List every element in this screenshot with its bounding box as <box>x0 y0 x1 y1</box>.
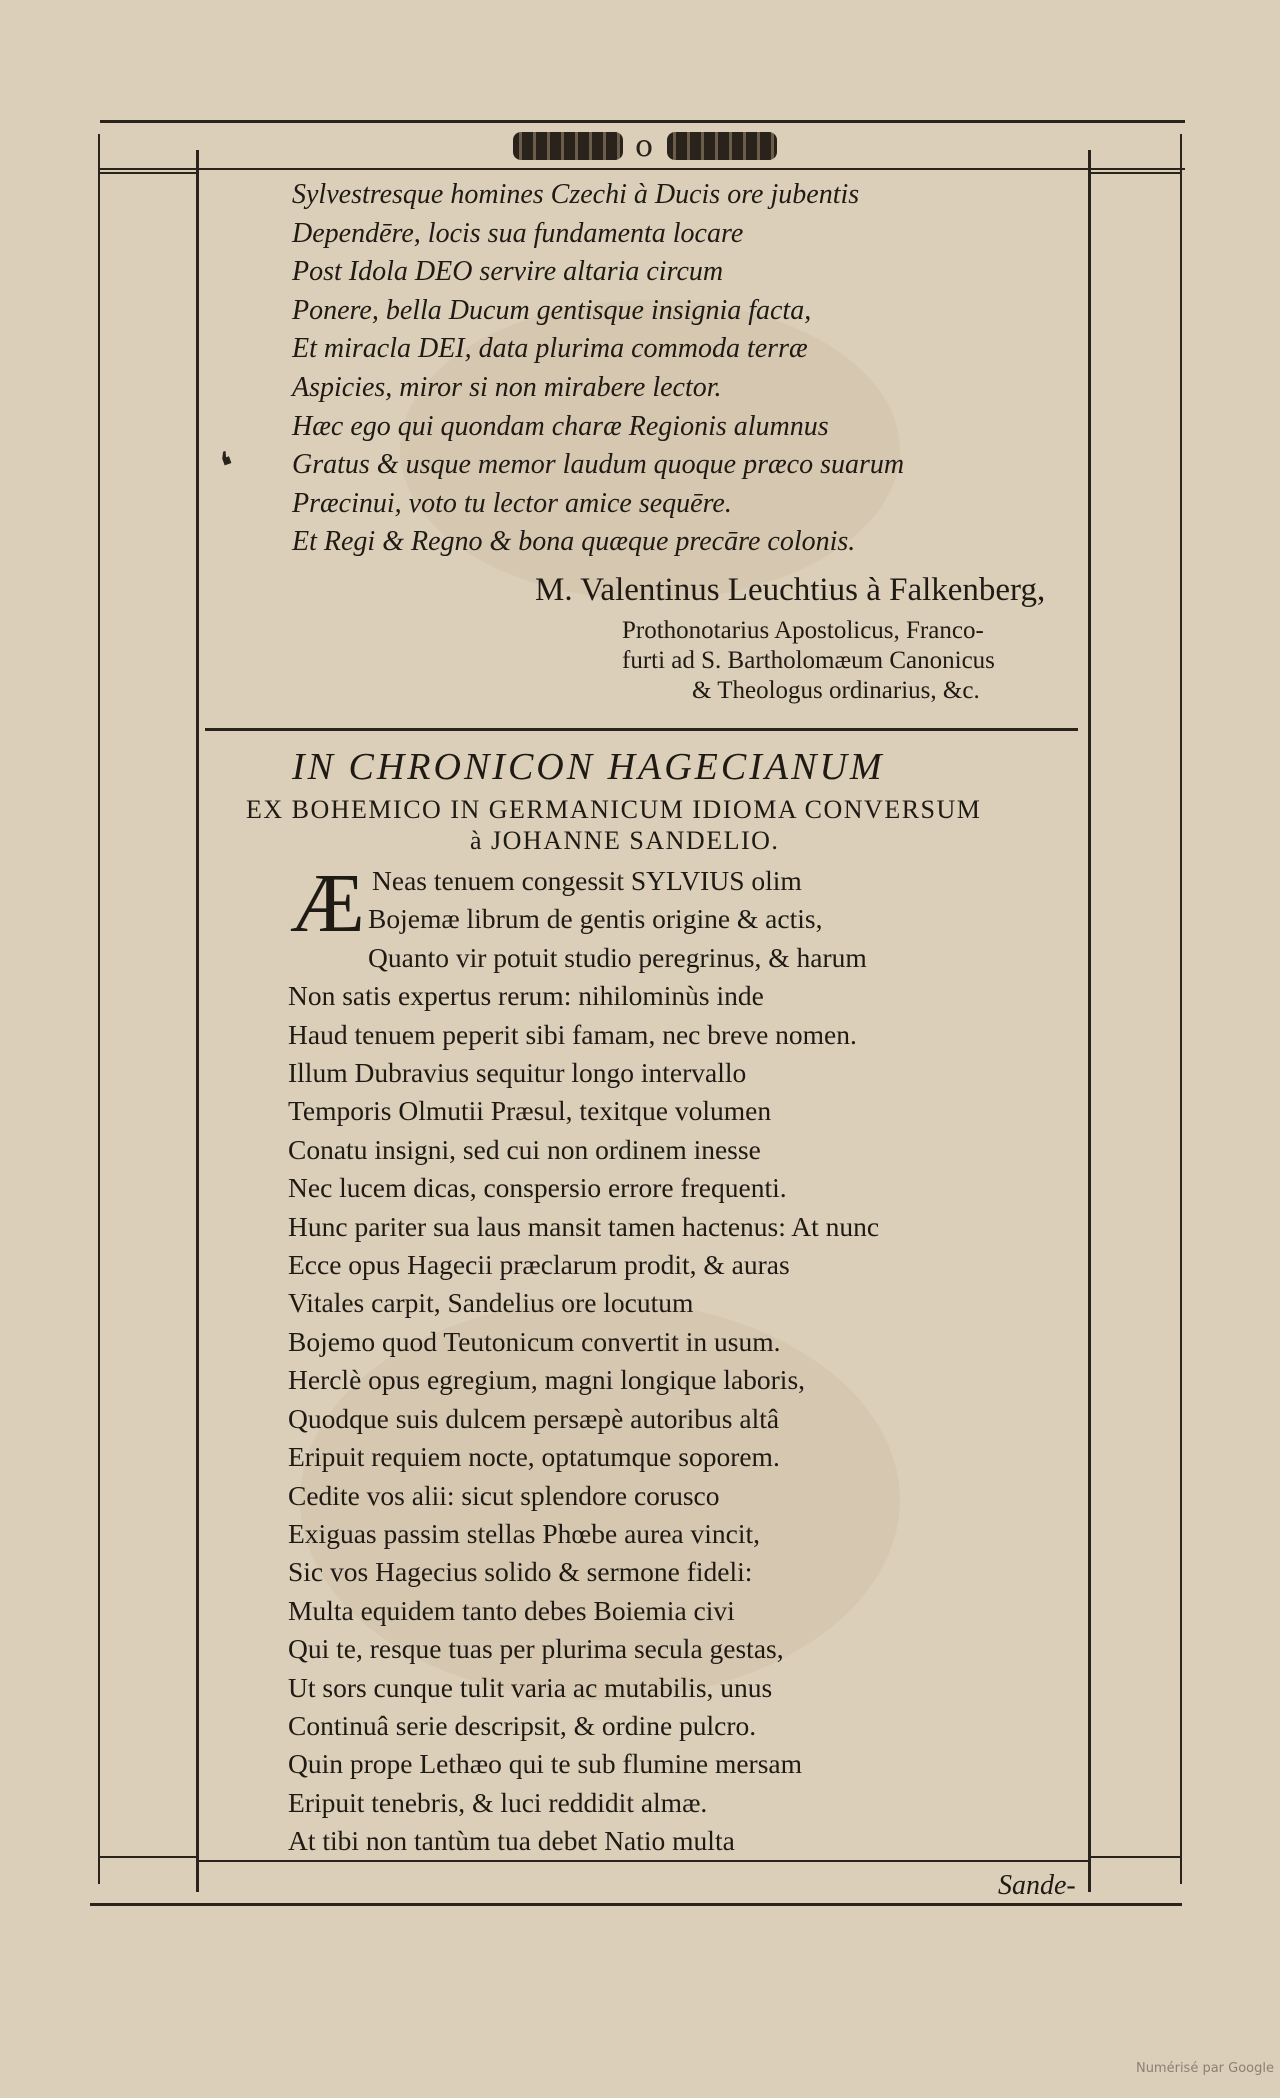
poem-main-line: Haud tenuem peperit sibi famam, nec breve nomen. <box>288 1018 857 1050</box>
bottom-outer-rule <box>90 1903 1182 1906</box>
poem-top-line: Aspicies, miror si non mirabere lector. <box>292 371 722 403</box>
catchword: Sande- <box>998 1870 1076 1901</box>
poem-main-line: Neas tenuem congessit SYLVIUS olim <box>372 865 802 896</box>
margin-pen-mark-icon: ❛ <box>214 443 243 491</box>
poem-main-line: Quodque suis dulcem persæpè autoribus altâ <box>288 1402 780 1434</box>
poem-main-line: Eripuit requiem nocte, optatumque soporem. <box>288 1441 780 1473</box>
poem-main-line: Cedite vos alii: sicut splendore corusco <box>288 1479 720 1511</box>
poem-main-line: Quin prope Lethæo qui te sub flumine mersam <box>288 1748 803 1780</box>
poem-main-line: Exiguas passim stellas Phœbe aurea vincit, <box>288 1517 760 1549</box>
digitization-credit: Numérisé par Google <box>1135 2061 1274 2076</box>
section-divider-rule <box>205 728 1078 731</box>
signature-line: Prothonotarius Apostolicus, Franco- <box>622 617 984 644</box>
top-rule <box>100 120 1185 123</box>
right-margin-rule-bottom <box>1091 1856 1180 1858</box>
poem-main-line: Eripuit tenebris, & luci reddidit almæ. <box>288 1786 708 1818</box>
header-ornament <box>495 128 795 164</box>
poem-main <box>288 857 880 1861</box>
poem-main-line: Conatu insigni, sed cui non ordinem inesse <box>288 1133 761 1165</box>
right-outer-rule <box>1180 134 1182 1884</box>
poem-top-line: Et miracla DEI, data plurima commoda terræ <box>292 333 808 365</box>
poem-top-line: Sylvestresque homines Czechi à Ducis ore jubentis <box>292 179 860 210</box>
poem-main-line: Sic vos Hagecius solido & sermone fideli: <box>288 1556 753 1588</box>
poem-main-line: Bojemo quod Teutonicum convertit in usum. <box>288 1325 781 1357</box>
poem-top-line: Gratus & usque memor laudum quoque præco suarum <box>292 449 905 481</box>
poem-main-line: Herclè opus egregium, magni longique laboris, <box>288 1364 806 1396</box>
right-margin-rule-top <box>1091 172 1180 174</box>
left-outer-rule <box>98 134 100 1884</box>
poem-main-line: Ut sors cunque tulit varia ac mutabilis, unus <box>288 1671 773 1703</box>
poem-top-line: Dependēre, locis sua fundamenta locare <box>292 217 744 249</box>
right-inner-rule <box>1088 150 1091 1892</box>
poem-top-line: Præcinui, voto tu lector amice sequēre. <box>292 487 732 519</box>
left-inner-rule <box>196 150 199 1892</box>
poem-top-line: Et Regi & Regno & bona quæque precāre colonis. <box>292 526 856 558</box>
poem-main-line: Vitales carpit, Sandelius ore locutum <box>288 1287 694 1319</box>
poem-main-line: At tibi non tantùm tua debet Natio multa <box>288 1825 735 1857</box>
drop-cap: Æ <box>290 857 365 950</box>
signature-line: furti ad S. Bartholomæum Canonicus <box>622 647 995 674</box>
poem-main-line: Temporis Olmutii Præsul, texitque volumen <box>288 1095 772 1127</box>
poem-main-line: Qui te, resque tuas per plurima secula gestas, <box>288 1633 784 1665</box>
poem-main-line: Multa equidem tanto debes Boiemia civi <box>288 1594 735 1626</box>
poem-main-line: Bojemæ librum de gentis origine & actis, <box>368 903 823 935</box>
section-subtitle-author: à JOHANNE SANDELIO. <box>470 826 780 855</box>
signature-name: M. Valentinus Leuchtius à Falkenberg, <box>535 572 1046 608</box>
poem-top-line: Hæc ego qui quondam charæ Regionis alumnus <box>292 410 829 442</box>
poem-top <box>292 176 904 562</box>
ornament-flourish-right <box>667 132 777 160</box>
poem-top-line: Post Idola DEO servire altaria circum <box>292 256 724 288</box>
poem-main-line: Continuâ serie descripsit, & ordine pulcro. <box>288 1709 757 1741</box>
left-margin-rule-bottom <box>100 1856 196 1858</box>
section-subtitle: EX BOHEMICO IN GERMANICUM IDIOMA CONVERSUM <box>246 795 982 824</box>
ornament-flourish-left <box>513 132 623 160</box>
poem-main-line: Nec lucem dicas, conspersio errore frequenti. <box>288 1172 787 1204</box>
poem-main-line: Hunc pariter sua laus mansit tamen hactenus: At nunc <box>288 1210 880 1242</box>
poem-main-line: Ecce opus Hagecii præclarum prodit, & auras <box>288 1249 790 1281</box>
poem-top-line: Ponere, bella Ducum gentisque insignia facta, <box>292 294 812 326</box>
poem-main-line: Illum Dubravius sequitur longo intervallo <box>288 1057 747 1089</box>
ornament-center: o <box>634 128 656 164</box>
left-margin-rule-top <box>100 172 196 174</box>
signature-line: & Theologus ordinarius, &c. <box>692 677 980 704</box>
poem-main-line: Non satis expertus rerum: nihilominùs inde <box>288 980 764 1012</box>
header-rule <box>100 168 1185 170</box>
poem-main-line: Quanto vir potuit studio peregrinus, & harum <box>368 941 867 973</box>
section-title: IN CHRONICON HAGECIANUM <box>292 746 885 788</box>
